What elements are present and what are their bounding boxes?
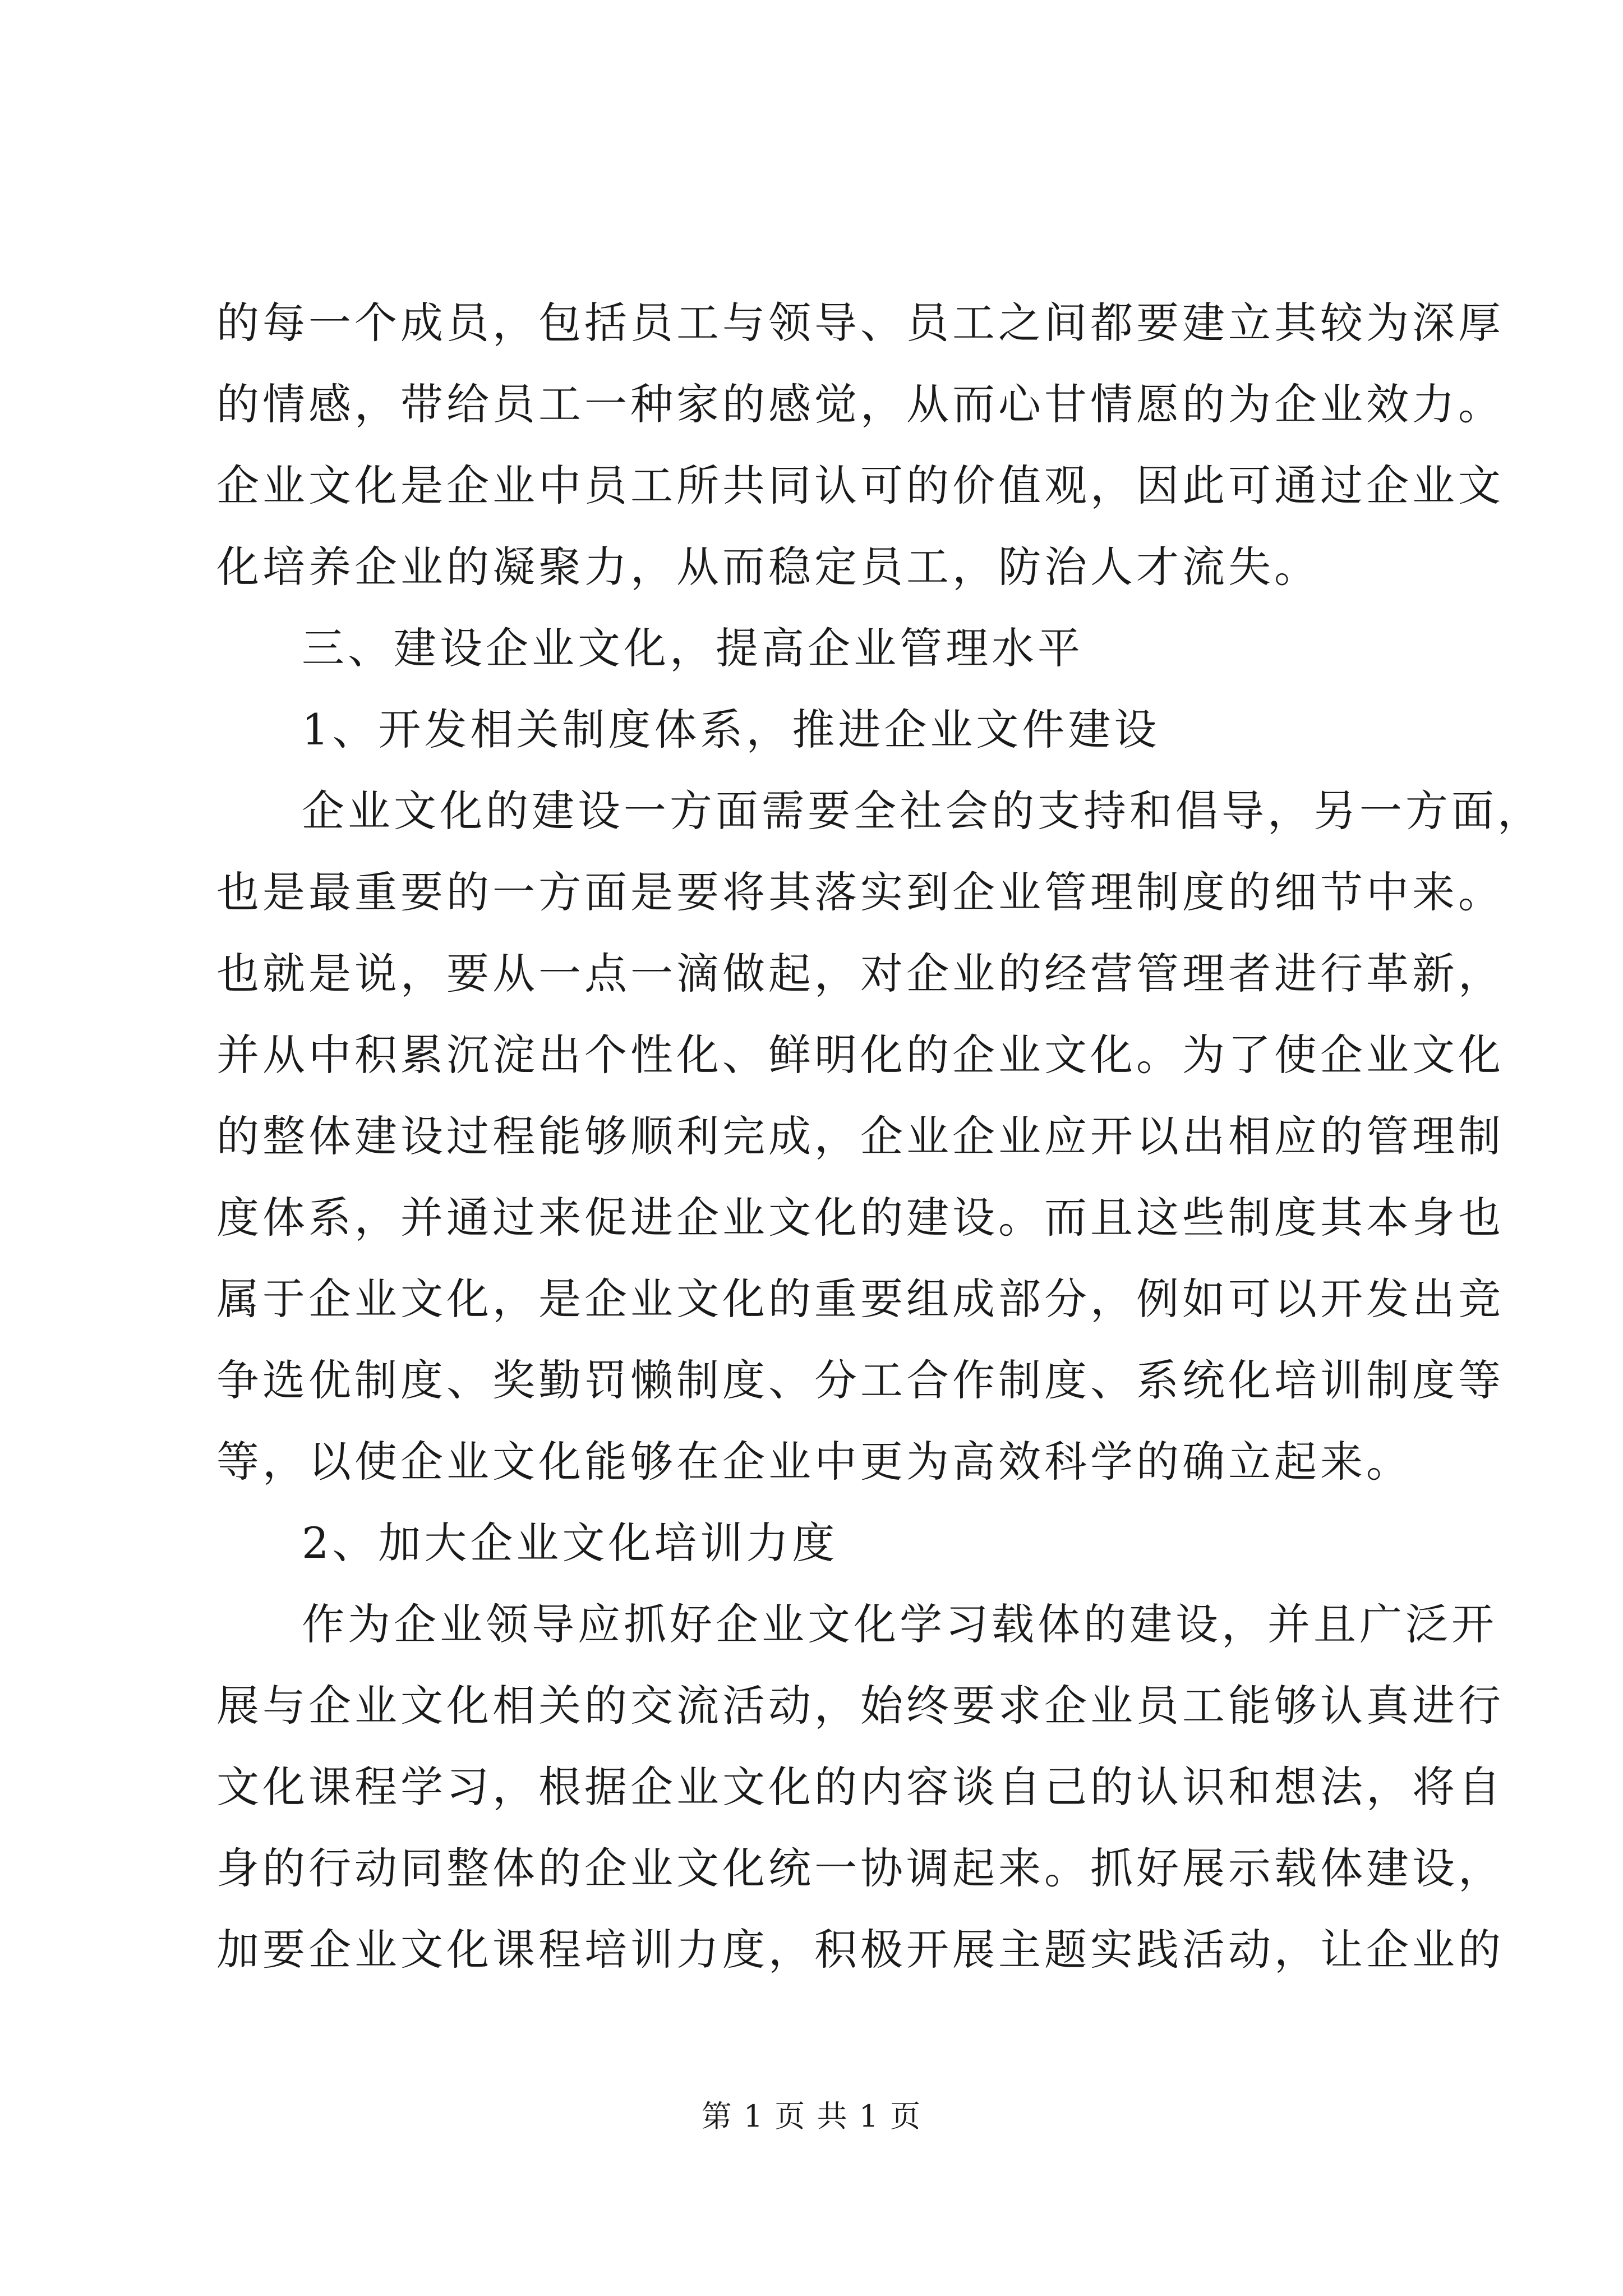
text-line: 加要企业文化课程培训力度，积极开展主题实践活动，让企业的 — [216, 1925, 1504, 1975]
text-line: 的整体建设过程能够顺利完成，企业企业应开以出相应的管理制 — [216, 1111, 1504, 1161]
text-line: 展与企业文化相关的交流活动，始终要求企业员工能够认真进行 — [216, 1681, 1504, 1731]
text-line: 的情感，带给员工一种家的感觉，从而心甘情愿的为企业效力。 — [216, 379, 1504, 429]
text-line: 文化课程学习，根据企业文化的内容谈自己的认识和想法，将自 — [216, 1762, 1504, 1812]
document-body — [216, 282, 1543, 1990]
paragraph-first-line: 三、建设企业文化，提高企业管理水平 — [302, 623, 1083, 673]
page-footer: 第 1 页 共 1 页 — [701, 2099, 922, 2134]
paragraph-first-line: 作为企业领导应抓好企业文化学习载体的建设，并且广泛开 — [302, 1599, 1497, 1649]
text-line: 也就是说，要从一点一滴做起，对企业的经营管理者进行革新， — [216, 949, 1504, 999]
text-line: 属于企业文化，是企业文化的重要组成部分，例如可以开发出竞 — [216, 1274, 1504, 1324]
paragraph-first-line: 企业文化的建设一方面需要全社会的支持和倡导，另一方面， — [302, 786, 1543, 836]
text-line: 等，以使企业文化能够在企业中更为高效科学的确立起来。 — [216, 1437, 1412, 1487]
text-line: 企业文化是企业中员工所共同认可的价值观，因此可通过企业文 — [216, 461, 1504, 510]
text-line: 度体系，并通过来促进企业文化的建设。而且这些制度其本身也 — [216, 1193, 1504, 1243]
text-line: 争选优制度、奖勤罚懒制度、分工合作制度、系统化培训制度等 — [216, 1355, 1504, 1405]
text-line: 并从中积累沉淀出个性化、鲜明化的企业文化。为了使企业文化 — [216, 1030, 1504, 1080]
text-line: 的每一个成员，包括员工与领导、员工之间都要建立其较为深厚 — [216, 298, 1504, 348]
text-line: 化培养企业的凝聚力，从而稳定员工，防治人才流失。 — [216, 542, 1320, 592]
paragraph-first-line: 1、开发相关制度体系，推进企业文件建设 — [302, 705, 1160, 754]
paragraph-first-line: 2、加大企业文化培训力度 — [302, 1518, 838, 1568]
text-line: 也是最重要的一方面是要将其落实到企业管理制度的细节中来。 — [216, 867, 1504, 917]
text-line: 身的行动同整体的企业文化统一协调起来。抓好展示载体建设， — [216, 1843, 1504, 1893]
